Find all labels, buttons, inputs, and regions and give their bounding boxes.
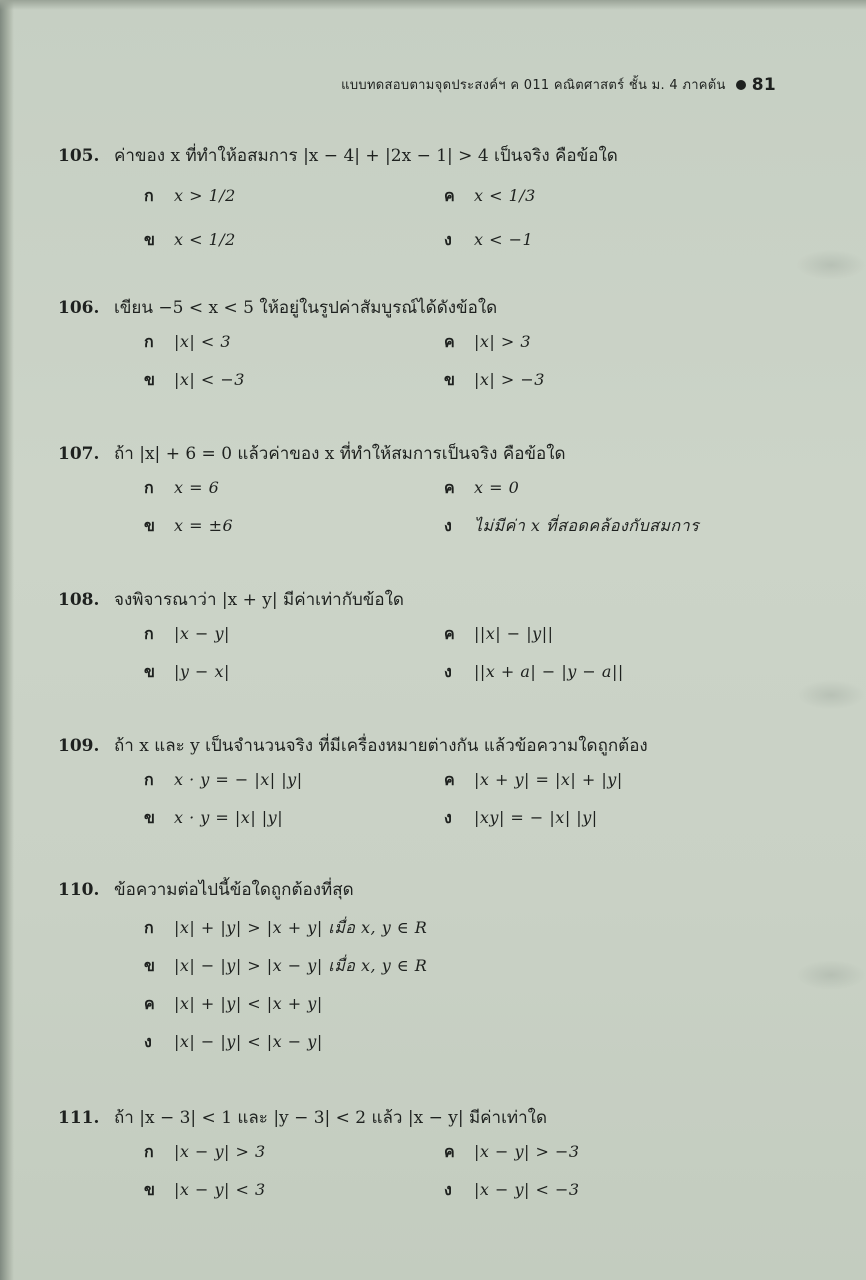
choice-label: ก [144,186,154,205]
choice-text: x = 0 [474,478,520,497]
question-stem: ค่าของ x ที่ทำให้อสมการ |x − 4| + |2x − 1| > 4 เป็นจริง คือข้อใด [114,146,618,166]
page-top-shadow [0,0,866,10]
bleed-through-mark [796,960,866,990]
choice-label: ค [444,624,455,643]
choice-option[interactable] [444,184,774,208]
choice-label: ค [144,994,155,1013]
choice-option[interactable] [144,514,444,538]
choice-label: ง [144,1032,152,1051]
choice-text: |x − y| > 3 [174,1142,266,1161]
choice-label: ข [144,1180,155,1199]
choice-text: x < −1 [474,230,534,249]
choice-option[interactable] [144,1030,818,1054]
choice-text: |x| < −3 [174,370,245,389]
question-number: 109. [58,736,100,756]
question-stem: ถ้า x และ y เป็นจำนวนจริง ที่มีเครื่องหมายต่างกัน แล้วข้อความใดถูกต้อง [114,736,648,756]
question-stem: ถ้า |x − 3| < 1 และ |y − 3| < 2 แล้ว |x − y| มีค่าเท่าใด [114,1108,547,1128]
choice-label: ก [144,478,154,497]
choice-text: x · y = − |x| |y| [174,770,303,789]
choice-option[interactable] [444,806,774,830]
choice-label: ก [144,918,154,937]
choice-label: ค [444,770,455,789]
question-106 [58,294,818,392]
choice-label: ง [444,808,452,827]
choice-option[interactable] [144,954,818,978]
choice-option[interactable] [444,768,774,792]
question-stem: ถ้า |x| + 6 = 0 แล้วค่าของ x ที่ทำให้สมการเป็นจริง คือข้อใด [114,444,566,464]
question-107 [58,440,818,538]
choice-option[interactable] [444,1178,774,1202]
choice-text: |x| − |y| < |x − y| [174,1032,323,1051]
page-binding-shadow [0,0,14,1280]
choice-label: ข [444,370,455,389]
choice-text: |x − y| < 3 [174,1180,266,1199]
question-stem: เขียน −5 < x < 5 ให้อยู่ในรูปค่าสัมบูรณ์ได้ดังข้อใด [114,298,498,318]
header-title: แบบทดสอบตามจุดประสงค์ฯ ค 011 คณิตศาสตร์ ชั้น ม. 4 ภาคต้น [341,78,726,93]
choice-label: ง [444,230,452,249]
choice-label: ค [444,478,455,497]
question-stem: ข้อความต่อไปนี้ข้อใดถูกต้องที่สุด [114,880,354,900]
choice-text: |x − y| > −3 [474,1142,580,1161]
choice-option[interactable] [144,916,818,940]
choice-text: |x| < 3 [174,332,232,351]
question-111 [58,1104,818,1202]
question-110 [58,876,818,1054]
question-108 [58,586,818,684]
choice-option[interactable] [144,622,444,646]
running-header [341,74,776,95]
choice-text: |x − y| < −3 [474,1180,580,1199]
question-stem: จงพิจารณาว่า |x + y| มีค่าเท่ากับข้อใด [114,590,404,610]
question-number: 111. [58,1108,100,1128]
choice-text: |x| > 3 [474,332,532,351]
choice-text: x < 1/2 [174,230,236,249]
question-109 [58,732,818,830]
choice-label: ข [144,370,155,389]
choice-option[interactable] [144,1178,444,1202]
question-number: 106. [58,298,100,318]
choice-label: ข [144,230,155,249]
choice-text: ||x + a| − |y − a|| [474,662,624,681]
choice-label: ข [144,808,155,827]
choice-option[interactable] [144,228,444,252]
choice-option[interactable] [444,1140,774,1164]
choice-option[interactable] [144,184,444,208]
choice-label: ง [444,662,452,681]
bleed-through-mark [796,680,866,710]
choice-option[interactable] [144,660,444,684]
choice-option[interactable] [144,768,444,792]
choice-text: x > 1/2 [174,186,236,205]
choice-text: x < 1/3 [474,186,536,205]
choice-option[interactable] [444,622,774,646]
choice-option[interactable] [144,476,444,500]
choice-label: ข [144,662,155,681]
bullet-dot [736,80,746,90]
page-number: 81 [751,74,776,95]
choice-label: ค [444,332,455,351]
choice-label: ข [144,516,155,535]
question-number: 107. [58,444,100,464]
choice-text: |x| > −3 [474,370,545,389]
choice-option[interactable] [444,228,774,252]
choice-text: |x + y| = |x| + |y| [474,770,623,789]
choice-text: x · y = |x| |y| [174,808,284,827]
question-number: 108. [58,590,100,610]
question-number: 105. [58,146,100,166]
choice-label: ง [444,516,452,535]
choice-label: ค [444,1142,455,1161]
choice-option[interactable] [444,330,774,354]
choice-text: ไม่มีค่า x ที่สอดคล้องกับสมการ [474,516,700,535]
choice-label: ง [444,1180,452,1199]
choice-text: ||x| − |y|| [474,624,554,643]
question-number: 110. [58,880,100,900]
choice-label: ก [144,624,154,643]
choice-text: |x| + |y| > |x + y| เมื่อ x, y ∈ R [174,918,428,937]
choice-text: |x| − |y| > |x − y| เมื่อ x, y ∈ R [174,956,428,975]
choice-label: ค [444,186,455,205]
bleed-through-mark [796,250,866,280]
choice-option[interactable] [144,992,818,1016]
choice-label: ก [144,770,154,789]
choice-option[interactable] [144,1140,444,1164]
choice-option[interactable] [144,806,444,830]
choice-label: ก [144,1142,154,1161]
choice-option[interactable] [144,330,444,354]
choice-label: ข [144,956,155,975]
choice-option[interactable] [444,660,774,684]
question-105 [58,142,818,252]
choice-text: |y − x| [174,662,230,681]
choice-option[interactable] [144,368,444,392]
choice-text: |x − y| [174,624,230,643]
choice-text: x = ±6 [174,516,234,535]
choice-option[interactable] [444,368,774,392]
choice-option[interactable] [444,476,774,500]
choice-label: ก [144,332,154,351]
choice-text: x = 6 [174,478,220,497]
choice-text: |xy| = − |x| |y| [474,808,598,827]
choice-option[interactable] [444,514,774,538]
choice-text: |x| + |y| < |x + y| [174,994,323,1013]
